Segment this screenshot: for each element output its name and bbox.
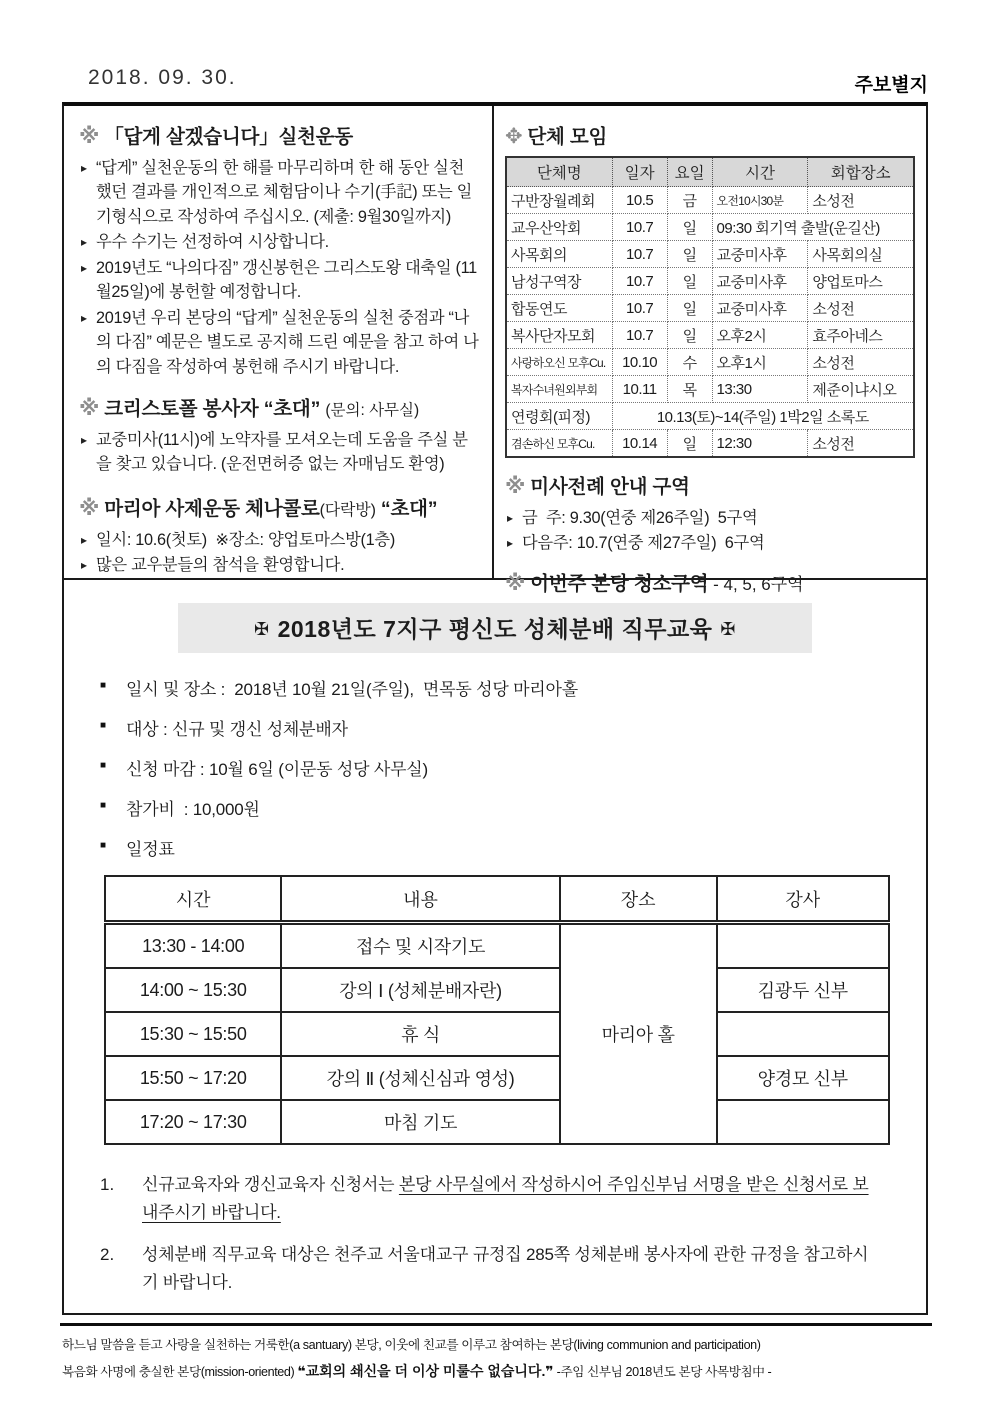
cell: 일 — [667, 322, 712, 349]
reference-mark-icon: ※ — [79, 125, 100, 148]
education-notes — [100, 1171, 902, 1315]
heading-group-meetings-text: 단체 모임 — [527, 126, 608, 148]
cell: 10.11 — [612, 376, 667, 403]
cell: 강의 Ⅰ (성체분배자란) — [281, 968, 559, 1012]
cell: 10.5 — [612, 187, 667, 214]
table-row — [506, 376, 914, 403]
table-row — [105, 968, 889, 1012]
table-row — [506, 430, 914, 458]
top-two-columns — [64, 106, 926, 595]
cell: 구반장월례회 — [506, 187, 612, 214]
list-item-text: 다음주: 10.7(연중 제27주일) 6구역 — [522, 534, 765, 553]
header-row — [506, 157, 914, 187]
cell: 양업토마스 — [808, 268, 914, 295]
list-item-text: 금 주: 9.30(연중 제26주일) 5구역 — [522, 509, 758, 527]
cell: 14:00 ~ 15:30 — [105, 968, 281, 1012]
cell: 소성전 — [808, 295, 914, 322]
heading-cenacle — [79, 493, 479, 521]
cell — [717, 1100, 890, 1144]
list-item-text: “답게” 실천운동의 한 해를 마무리하며 한 해 동안 실천 했던 결과를 개인적으로 체험담이나 수기(手記) 또는 일기형식으로 작성하여 주십시오. (제출: 9월30일까지) — [96, 159, 473, 226]
education-info-list — [88, 675, 902, 860]
reference-mark-icon: ※ — [79, 496, 100, 520]
cell: 복사단자모회 — [506, 322, 612, 349]
cell: 오후1시 — [712, 349, 808, 376]
note-item — [100, 1311, 902, 1315]
table-row — [506, 241, 914, 268]
list-item-text: 2019년도 “나의다짐” 갱신봉헌은 그리스도왕 대축일 (11월25일)에 봉헌할 예정합니다. — [96, 258, 477, 302]
text-segment: -주임 신부님 2018년도 본당 사목방침中 - — [553, 1364, 772, 1379]
cell: 15:50 ~ 17:20 — [105, 1056, 281, 1100]
header-row — [105, 876, 889, 923]
column-header: 시간 — [105, 876, 281, 923]
note-text — [142, 1241, 872, 1297]
note-text — [142, 1311, 538, 1315]
column-header: 강사 — [717, 876, 890, 923]
cell: 교우산악회 — [506, 214, 612, 241]
cell: 일 — [667, 430, 712, 458]
group-meetings-table — [505, 156, 915, 458]
cell: 휴 식 — [281, 1012, 559, 1056]
bullet-icon: ▸ — [507, 536, 514, 551]
text-segment: 본당 사무실에서 작성하시어 주임신부님 서명을 받은 신청서로 보내주시기 바랍니다. — [142, 1175, 869, 1223]
cleaning-zones-value: - 4, 5, 6구역 — [708, 574, 804, 594]
list-item-text: 교중미사(11시)에 노약자를 모셔오는데 도움을 주실 분을 찾고 있습니다. (운전면허증 없는 자매님도 환영) — [96, 430, 468, 474]
left-column — [64, 106, 492, 578]
note-number: 1. — [100, 1175, 115, 1194]
heading-cenacle-text: 마리아 사제운동 체나콜로 — [104, 497, 320, 520]
bullet-icon: ■ — [100, 840, 107, 851]
cell: 10.7 — [612, 268, 667, 295]
list-item-text: 2019년 우리 본당의 “답게” 실천운동의 실천 중점과 “나의 다짐” 예문은 별도로 공지해 드린 예문을 참고 하여 나의 다짐을 작성하여 봉헌해 주시기 바랍니다. — [96, 308, 479, 376]
cell: 13:30 - 14:00 — [105, 923, 281, 969]
list-item — [100, 675, 902, 700]
cenacle-list — [79, 528, 479, 578]
column-header: 회합장소 — [808, 157, 914, 187]
practice-movement-list — [79, 156, 479, 379]
text-segment: 신규교육자와 갱신교육자 신청서는 — [142, 1175, 399, 1194]
reference-mark-icon: ※ — [505, 571, 526, 595]
cell: 일 — [667, 295, 712, 322]
cell: 10.10 — [612, 349, 667, 376]
maltese-cross-icon: ✠ — [254, 619, 270, 639]
heading-christopher-text: 크리스토폴 봉사자 “초대” — [104, 397, 321, 420]
cell: 사목회의실 — [808, 241, 914, 268]
list-item-text: 대상 : 신규 및 갱신 성체분배자 — [126, 720, 348, 739]
cell: 효주아네스 — [808, 322, 914, 349]
reference-mark-icon: ※ — [505, 475, 526, 498]
cell: 목 — [667, 376, 712, 403]
schedule-table — [104, 875, 890, 1145]
text-segment: 성체분배 직무교육 대상은 천주교 서울대교구 규정집 285쪽 성체분배 봉사자에 관한 규정을 참고하시기 바랍니다. — [142, 1245, 869, 1293]
list-item — [81, 256, 479, 305]
cell: 09:30 회기역 출발(운길산) — [712, 214, 914, 241]
bullet-icon: ▸ — [507, 511, 514, 525]
footer-divider — [60, 1323, 932, 1326]
bullet-icon: ▸ — [81, 432, 88, 447]
note-number — [100, 1311, 142, 1315]
cell: 소성전 — [808, 349, 914, 376]
list-item-text: 우수 수기는 선정하여 시상합니다. — [96, 233, 329, 252]
cell: 15:30 ~ 15:50 — [105, 1012, 281, 1056]
list-item — [507, 506, 915, 530]
cell: 12:30 — [712, 430, 808, 458]
text-segment: 복음화 사명에 충실한 본당(mission-oriented) — [62, 1364, 298, 1379]
education-section — [64, 580, 926, 1315]
table-row — [506, 214, 914, 241]
cell: 소성전 — [808, 430, 914, 458]
mass-guide-list — [505, 506, 915, 556]
cell: 10.7 — [612, 295, 667, 322]
cell — [717, 923, 890, 969]
table-row — [105, 1056, 889, 1100]
list-item — [81, 528, 479, 552]
cell: 김광두 신부 — [717, 968, 890, 1012]
cell: 13:30 — [712, 376, 808, 403]
cell: 접수 및 시작기도 — [281, 923, 559, 969]
list-item-text: 신청 마감 : 10월 6일 (이문동 성당 사무실) — [126, 760, 428, 779]
footer-line1: 하느님 말씀을 듣고 사랑을 실천하는 거룩한(a santuary) 본당, 이웃에 친교를 이루고 참여하는 본당(living communion and participation) — [62, 1338, 761, 1352]
maltese-cross-icon: ✠ — [720, 619, 736, 639]
column-header: 장소 — [560, 876, 717, 923]
cell: 복자수녀원외부회 — [506, 376, 612, 403]
bullet-icon: ▸ — [81, 235, 88, 250]
cell: 일 — [667, 241, 712, 268]
cell: 17:20 ~ 17:30 — [105, 1100, 281, 1144]
cell: 일 — [667, 268, 712, 295]
cell: 일 — [667, 214, 712, 241]
bullet-icon: ■ — [100, 720, 107, 731]
list-item — [100, 715, 902, 740]
cell: 겸손하신 모후Cu. — [506, 430, 612, 458]
footer — [62, 1334, 942, 1385]
column-header: 일자 — [612, 157, 667, 187]
note-item — [100, 1171, 902, 1227]
bullet-icon: ▸ — [81, 260, 88, 275]
bullet-icon: ■ — [100, 680, 107, 691]
heading-practice-movement — [79, 121, 479, 149]
list-item — [81, 230, 479, 254]
cell: 사랑하오신 모후Cu. — [506, 349, 612, 376]
cell: 10.7 — [612, 214, 667, 241]
list-item — [81, 156, 479, 229]
cell: 수 — [667, 349, 712, 376]
bullet-icon: ▸ — [81, 532, 88, 547]
list-item — [507, 531, 915, 555]
issue-date: 2018. 09. 30. — [88, 66, 237, 89]
list-item — [100, 755, 902, 780]
table-row — [506, 187, 914, 214]
table-row — [506, 295, 914, 322]
note-item — [100, 1241, 902, 1297]
heading-group-meetings — [505, 121, 915, 149]
heading-cleaning-text: 이번주 본당 청소구역 — [530, 572, 709, 595]
table-row — [105, 1100, 889, 1144]
bullet-icon: ■ — [100, 760, 107, 771]
education-title-text: 2018년도 7지구 평신도 성체분배 직무교육 — [277, 616, 713, 642]
cell: 마리아 홀 — [560, 923, 717, 1145]
heading-christopher-volunteer — [79, 393, 479, 421]
note-number: 2. — [100, 1245, 115, 1265]
cell: 10.14 — [612, 430, 667, 458]
list-item-text: 일시 및 장소 : 2018년 10월 21일(주일), 면목동 성당 마리아홀 — [126, 680, 578, 699]
list-item — [81, 306, 479, 379]
cell: 오전10시30분 — [712, 187, 808, 214]
list-item — [81, 428, 479, 477]
cell: 10.7 — [612, 241, 667, 268]
cell — [717, 1012, 890, 1056]
heading-christopher-suffix: (문의: 사무실) — [325, 401, 420, 419]
cell: 교중미사후 — [712, 268, 808, 295]
list-item-text: 참가비 : 10,000원 — [126, 800, 260, 819]
list-item-text: 일정표 — [126, 840, 175, 859]
table-row — [506, 268, 914, 295]
heading-mass-guide-text: 미사전례 안내 구역 — [530, 476, 690, 498]
education-title-banner — [178, 603, 812, 653]
masthead-title: 주보별지 — [854, 75, 928, 96]
cell: 10.7 — [612, 322, 667, 349]
heading-cenacle-paren: (다락방) — [319, 501, 376, 519]
list-item — [100, 835, 902, 860]
table-row — [105, 1012, 889, 1056]
bullet-icon: ■ — [100, 800, 107, 811]
heading-cenacle-invite: “초대” — [380, 497, 438, 520]
cell: 소성전 — [808, 187, 914, 214]
column-header: 내용 — [281, 876, 559, 923]
list-item-text: 많은 교우분들의 참석을 환영합니다. — [96, 556, 345, 575]
note-text — [142, 1171, 872, 1227]
cell: 10.13(토)~14(주일) 1박2일 소록도 — [612, 403, 914, 430]
cell: 강의 Ⅱ (성체신심과 영성) — [281, 1056, 559, 1100]
list-item — [81, 553, 479, 577]
cell: 마침 기도 — [281, 1100, 559, 1144]
reference-mark-icon: ※ — [79, 396, 100, 420]
column-header: 단체명 — [506, 157, 612, 187]
right-column — [494, 106, 926, 595]
list-item — [100, 795, 902, 820]
table-row — [105, 923, 889, 969]
heading-practice-text: 「답게 살겠습니다」실천운동 — [104, 126, 354, 148]
footer-line2 — [62, 1358, 942, 1385]
list-item-text: 일시: 10.6(첫토) ※장소: 양업토마스방(1층) — [96, 530, 395, 549]
cell: 양경모 신부 — [717, 1056, 890, 1100]
cell: 금 — [667, 187, 712, 214]
bullet-icon: ▸ — [81, 310, 88, 325]
cell: 합동연도 — [506, 295, 612, 322]
table-row — [506, 349, 914, 376]
cell: 사목회의 — [506, 241, 612, 268]
main-content-box — [62, 102, 928, 1315]
heading-mass-guide — [505, 471, 915, 499]
cell: 제준이냐시오 — [808, 376, 914, 403]
cell: 남성구역장 — [506, 268, 612, 295]
cell: 오후2시 — [712, 322, 808, 349]
column-header: 요일 — [667, 157, 712, 187]
christopher-list — [79, 428, 479, 477]
bullet-icon: ▸ — [81, 161, 88, 175]
text-segment: ❝교회의 쇄신을 더 이상 미룰수 없습니다.❞ — [297, 1362, 554, 1379]
cross-flower-icon: ✥ — [505, 125, 523, 148]
heading-cleaning-zone — [505, 568, 915, 596]
table-row — [506, 403, 914, 430]
cell: 교중미사후 — [712, 241, 808, 268]
bullet-icon: ▸ — [81, 558, 88, 573]
column-header: 시간 — [712, 157, 808, 187]
cell: 연령회(피정) — [506, 403, 612, 430]
table-row — [506, 322, 914, 349]
cell: 교중미사후 — [712, 295, 808, 322]
